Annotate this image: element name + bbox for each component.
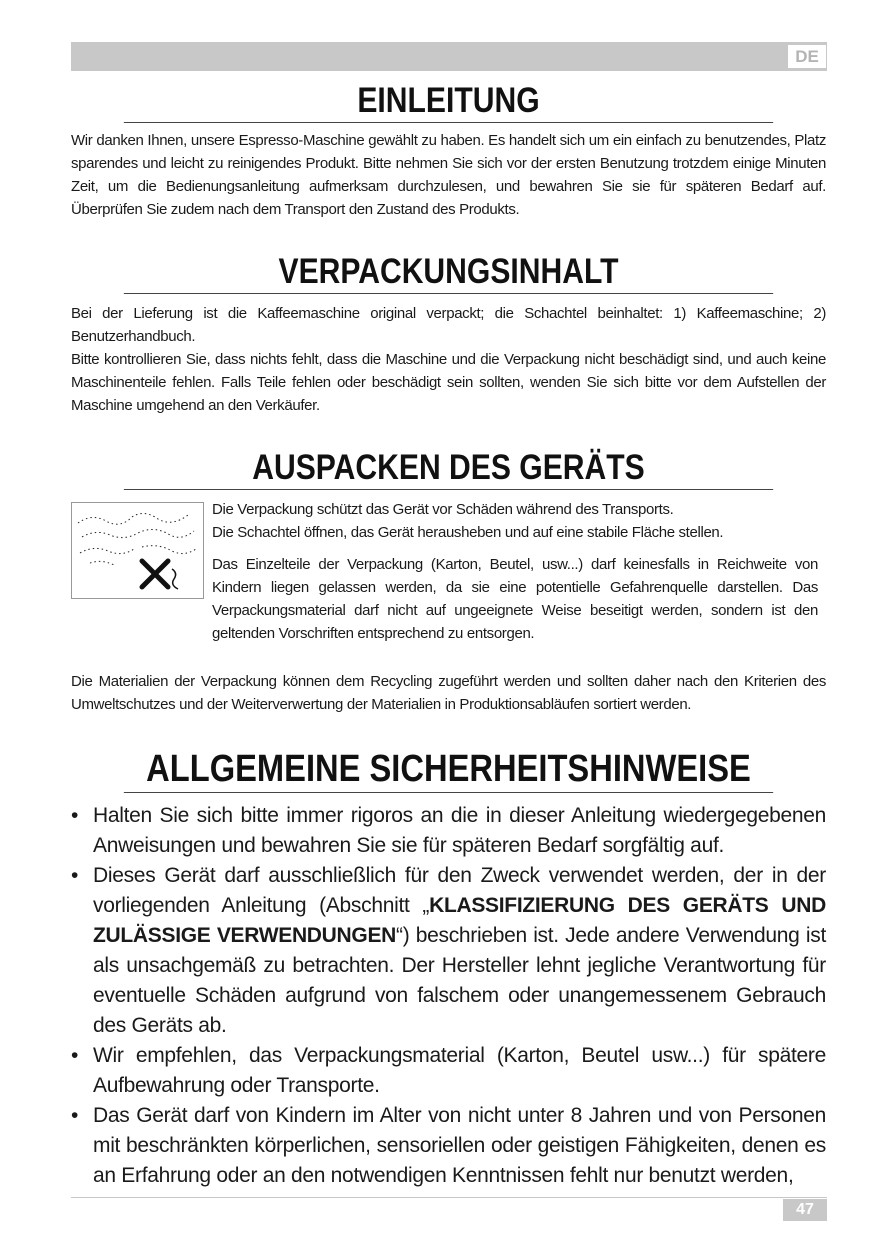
page-content (71, 80, 826, 1191)
packaging-warning-illustration (71, 502, 204, 599)
unpack-text (212, 498, 826, 645)
verpackung-paragraph-1: Bei der Lieferung ist die Kaffeemaschine original verpackt; die Schachtel beinhaltet: 1) Kaffeemaschine; 2) Benutzerhandbuch. (71, 305, 826, 345)
list-item: • Halten Sie sich bitte immer rigoros an die in dieser Anleitung wiedergegebenen Anweisungen und bewahren Sie sie für späteren Bedarf sorgfältig auf. (71, 801, 826, 861)
header-bar (71, 42, 827, 71)
section-title-sicherheit: ALLGEMEINE SICHERHEITSHINWEISE (124, 746, 773, 793)
list-item: • Wir empfehlen, das Verpackungsmaterial (Karton, Beutel usw...) für spätere Aufbewahrung oder Transporte. (71, 1041, 826, 1101)
unpack-paragraph-2: Die Schachtel öffnen, das Gerät herausheben und auf eine stabile Fläche stellen. (212, 524, 724, 541)
section-title-auspacken: AUSPACKEN DES GERÄTS (124, 447, 773, 490)
einleitung-text: Wir danken Ihnen, unsere Espresso-Maschine gewählt zu haben. Es handelt sich um ein einfach zu benutzendes, Platz sparendes und leicht zu reinigendes Produkt. Bitte nehmen Sie sich vor der ersten Benutzung trotzdem einige Minuten Zeit, um die Bedienungsanleitung aufmerksam durchzulesen, und bewahren Sie sie für späteren Bedarf auf. Überprüfen Sie zudem nach dem Transport den Zustand des Produkts. (71, 132, 826, 218)
page-number: 47 (783, 1199, 827, 1221)
verpackung-paragraph-2: Bitte kontrollieren Sie, dass nichts fehlt, dass die Maschine und die Verpackung nicht beschädigt sind, und auch keine Maschinenteile fehlen. Falls Teile fehlen oder beschädigt sein sollten, wenden Sie sich bitte vor dem Aufstellen der Maschine umgehend an den Verkäufer. (71, 351, 826, 414)
language-badge: DE (787, 44, 827, 69)
recycling-paragraph: Die Materialien der Verpackung können dem Recycling zugeführt werden und sollten daher nach den Kriterien des Umweltschutzes und der Weiterverwertung der Materialien in Produktionsabläufen sortiert werden. (71, 673, 826, 713)
list-item: • Das Gerät darf von Kindern im Alter von nicht unter 8 Jahren und von Personen mit beschränkten körperlichen, sensoriellen oder geistigen Fähigkeiten, denen es an Erfahrung oder an den notwendigen Kenntnissen fehlt nur benutzt werden, (71, 1101, 826, 1191)
footer-divider (71, 1197, 827, 1198)
unpack-paragraph-1: Die Verpackung schützt das Gerät vor Schäden während des Transports. (212, 501, 674, 518)
list-item-text: Dieses Gerät darf ausschließlich für den Zweck verwendet werden, der in der vorliegenden Anleitung (Abschnitt „ (93, 864, 826, 917)
section-title-einleitung: EINLEITUNG (124, 80, 773, 123)
list-item (71, 861, 826, 1041)
section-reference: KLASSIFIZIERUNG DES GERÄTS UND ZULÄSSIGE VERWENDUNGEN (93, 894, 826, 947)
safety-list (71, 801, 826, 1191)
no-children-packaging-icon (72, 503, 203, 598)
unpack-paragraph-3: Das Einzelteile der Verpackung (Karton, Beutel, usw...) darf keinesfalls in Reichweite von Kindern liegen gelassen werden, da sie eine potentielle Gefahrenquelle darstellen. Das Verpackungsmaterial darf nicht auf ungeeignete Weise beseitigt werden, sondern ist den geltenden Vorschriften entsprechend zu entsorgen. (212, 556, 818, 642)
list-item-text: “) beschrieben ist. Jede andere Verwendung ist als unsachgemäß zu betrachten. Der Hersteller lehnt jegliche Verantwortung für eventuelle Schäden aufgrund von falschem oder unangemessenem Gebrauch des Geräts ab. (93, 924, 826, 1037)
section-title-verpackungsinhalt: VERPACKUNGSINHALT (124, 251, 773, 294)
unpack-block (71, 498, 826, 645)
